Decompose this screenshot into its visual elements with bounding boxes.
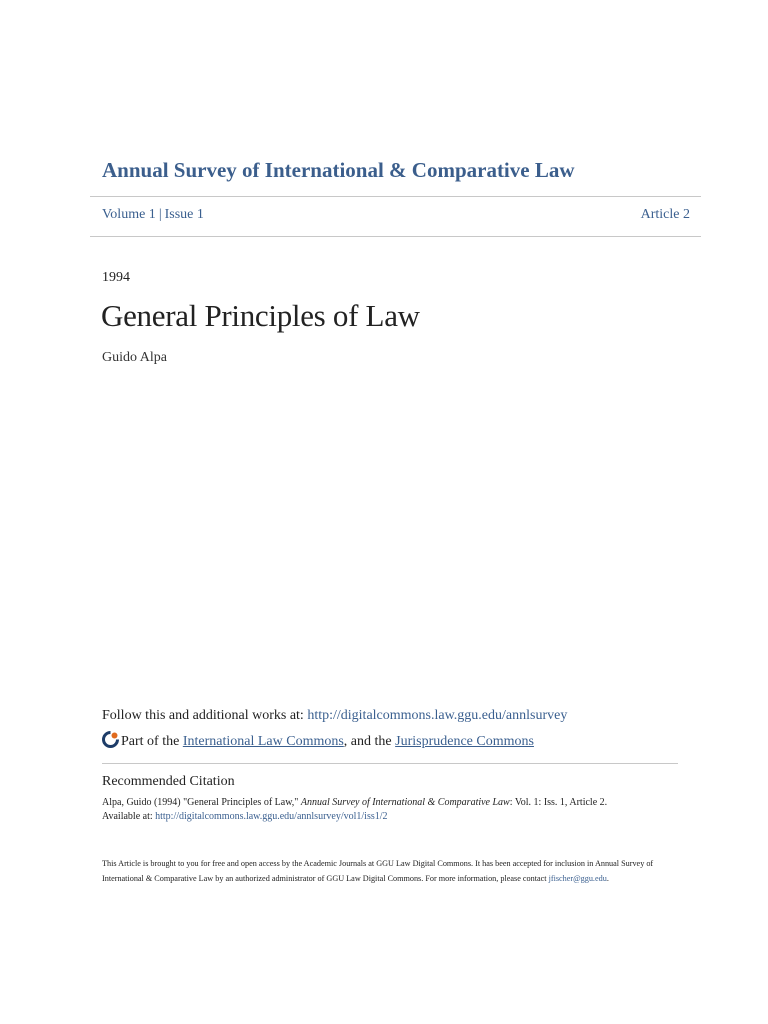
volume-issue (102, 207, 204, 223)
article-title: General Principles of Law (101, 298, 420, 333)
issue-link[interactable]: Issue 1 (164, 207, 204, 222)
author-name: Guido Alpa (102, 350, 167, 365)
access-notice (102, 856, 672, 886)
volume-issue-separator: | (158, 207, 162, 222)
divider (90, 236, 701, 237)
follow-label: Follow this and additional works at: (102, 708, 308, 723)
article-number-link[interactable]: Article 2 (640, 207, 690, 222)
citation-heading: Recommended Citation (102, 774, 235, 789)
contact-email-link[interactable]: jfischer@ggu.edu (548, 874, 607, 883)
bepress-commons-icon (102, 731, 119, 748)
access-notice-text: This Article is brought to you for free and open access by the Academic Journals at GGU Law Digital Commons. It has been accepted for inclusion in Annual Survey of International & Comparative Law by an authorized administrator of GGU Law Digital Commons. For more information, please contact (102, 859, 654, 883)
divider (90, 196, 701, 197)
citation-volume: : Vol. 1: Iss. 1, Article 2. (509, 797, 608, 808)
follow-line (102, 708, 567, 724)
part-of-label: Part of the (121, 734, 183, 749)
journal-title[interactable]: Annual Survey of International & Comparative Law (102, 158, 575, 182)
citation-text (102, 796, 607, 824)
publication-year: 1994 (102, 270, 130, 285)
repository-link[interactable]: http://digitalcommons.law.ggu.edu/annlsurvey (307, 708, 568, 723)
part-of-line (102, 731, 534, 750)
access-notice-end: . (606, 874, 609, 883)
jurisprudence-commons-link[interactable]: Jurisprudence Commons (395, 734, 534, 749)
international-law-commons-link[interactable]: International Law Commons (182, 734, 344, 749)
citation-available (102, 810, 607, 824)
divider (102, 763, 678, 764)
available-label: Available at: (102, 811, 156, 822)
citation-author-title: Alpa, Guido (1994) "General Principles of Law," (102, 797, 301, 808)
volume-link[interactable]: Volume 1 (102, 207, 156, 222)
citation-journal: Annual Survey of International & Comparative Law (300, 797, 510, 808)
citation-line (102, 796, 607, 810)
article-url-link[interactable]: http://digitalcommons.law.ggu.edu/annlsurvey/vol1/iss1/2 (155, 811, 388, 822)
part-of-conjunction: , and the (343, 734, 396, 749)
